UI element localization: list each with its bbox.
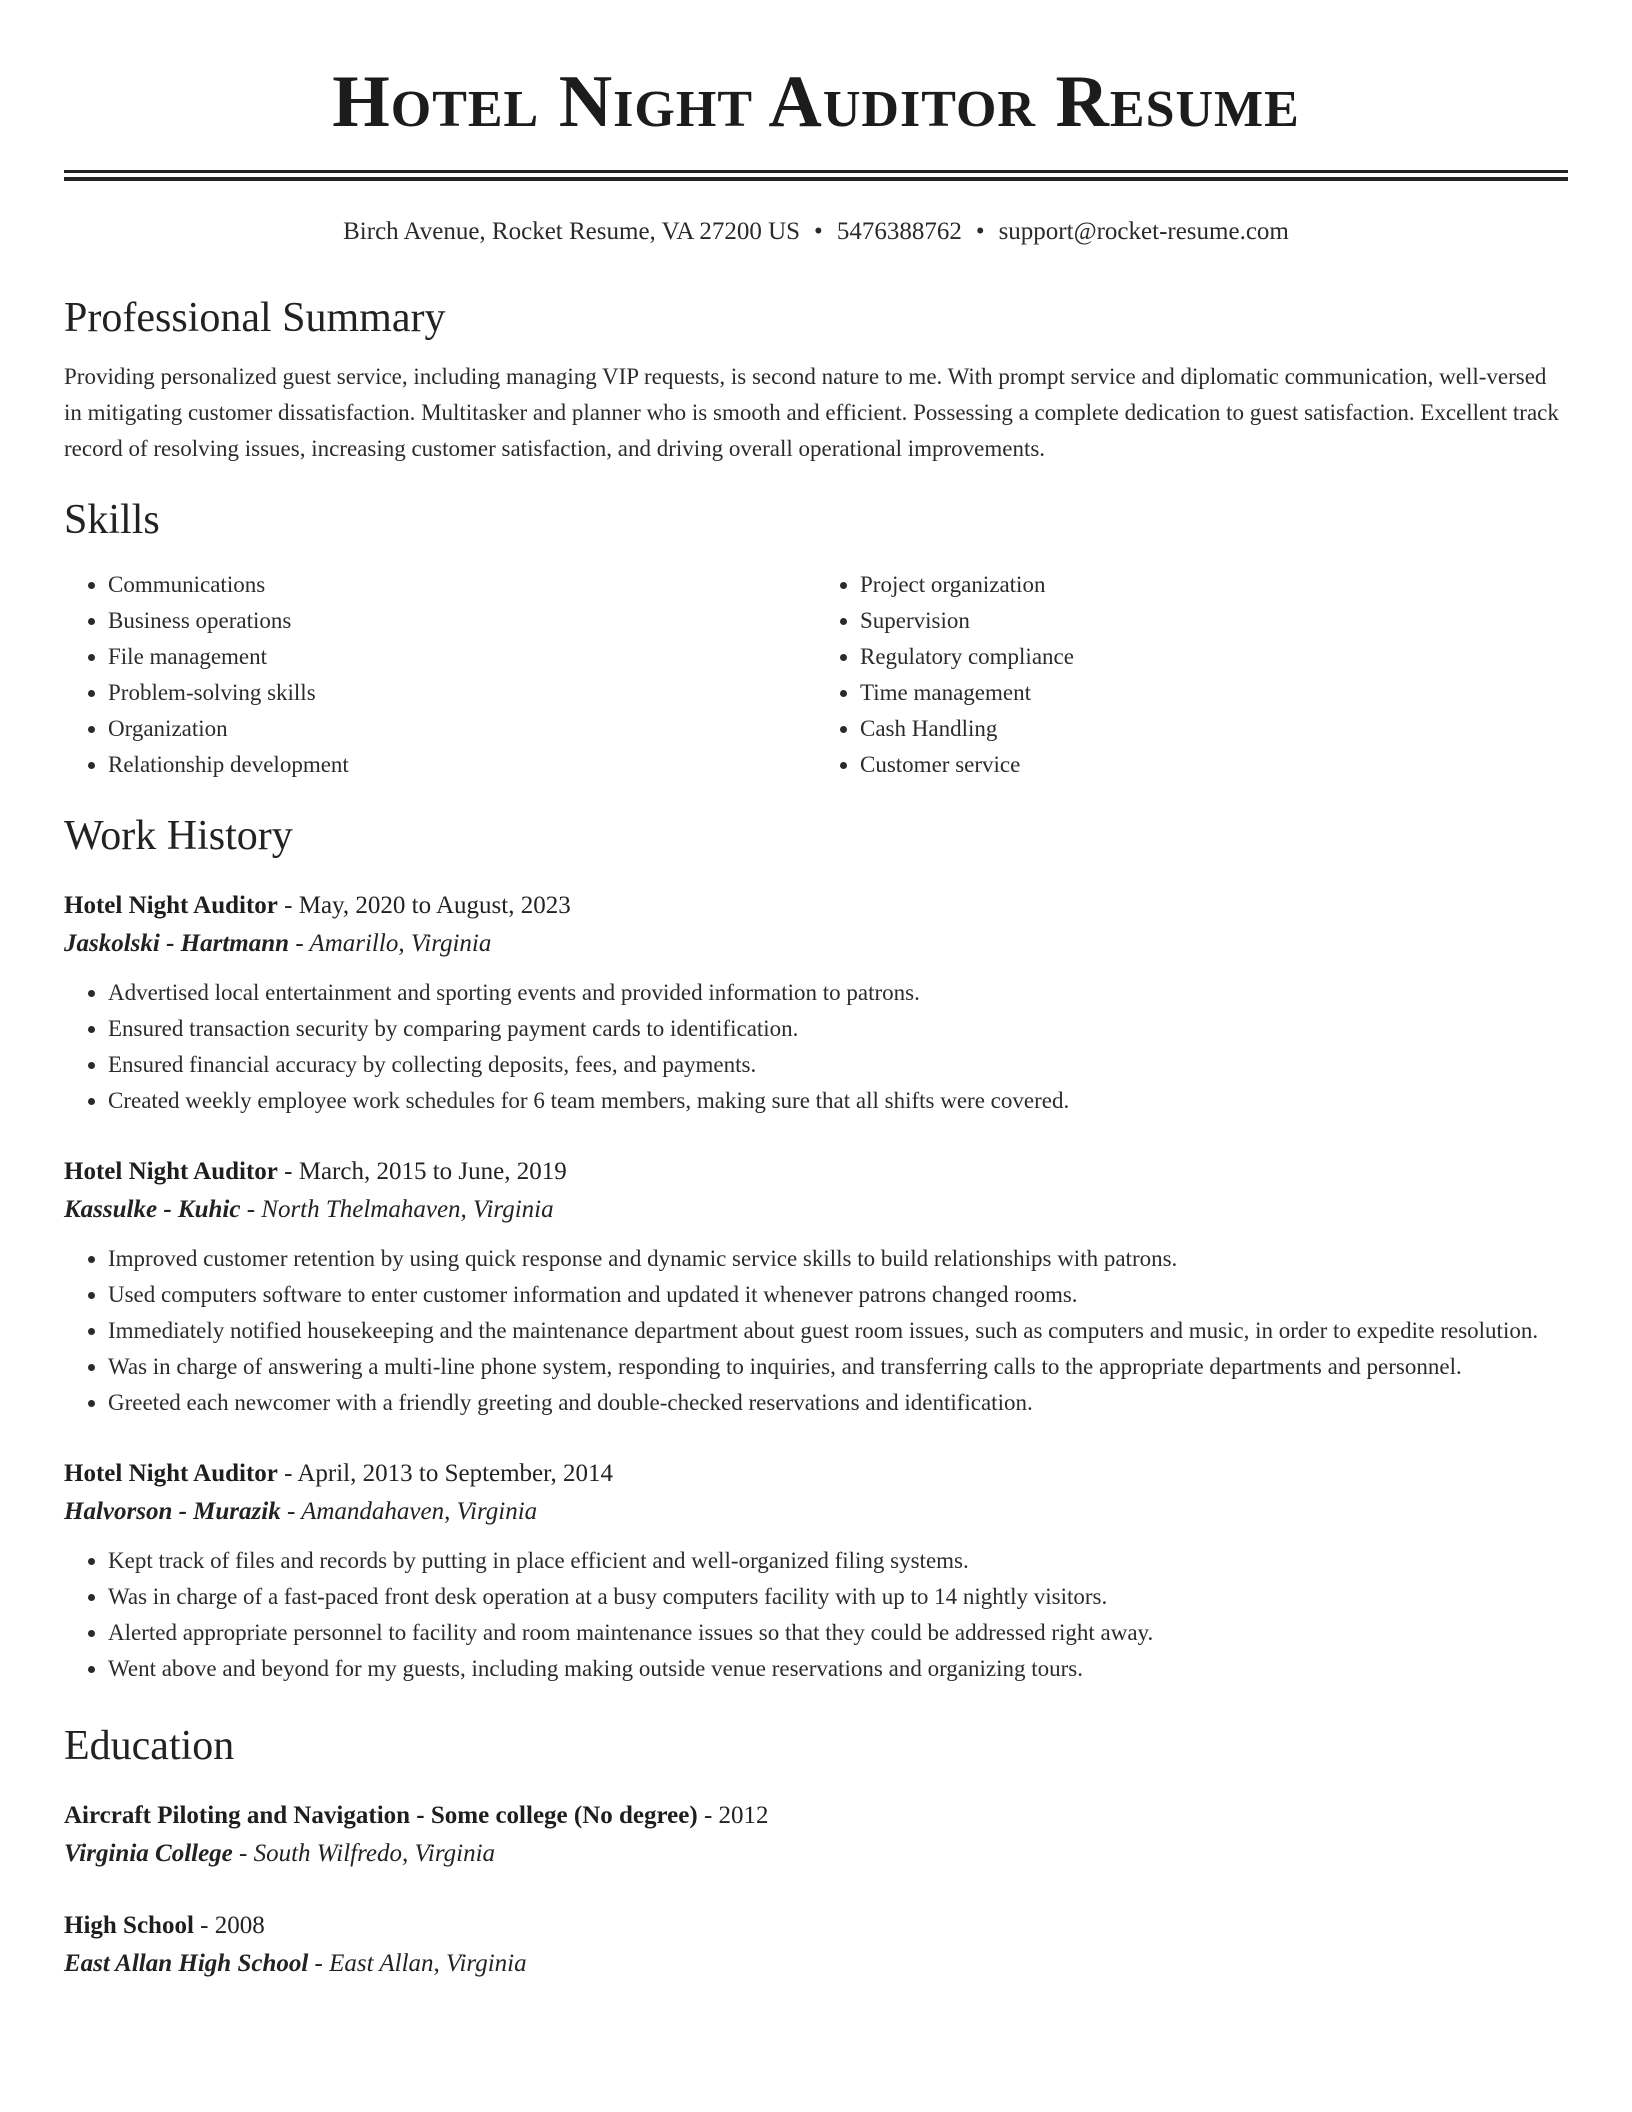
job-bullet: • Created weekly employee work schedules for 6 team members, making sure that all shifts were covered. [108,1083,1568,1119]
job-bullet: • Ensured financial accuracy by collecting deposits, fees, and payments. [108,1047,1568,1083]
company-location: - North Thelmahaven, Virginia [240,1196,554,1223]
section-heading-education: Education [64,1723,235,1769]
job-bullet: • Immediately notified housekeeping and the maintenance department about guest room issues, such as computers and music, in order to expedite resolution. [108,1313,1568,1349]
job-entry [64,887,1568,1119]
job-title: Hotel Night Auditor [64,1158,278,1185]
job-bullets [64,1241,1568,1421]
job-bullet: • Was in charge of a fast-paced front desk operation at a busy computers facility with up to 14 nightly visitors. [108,1579,1568,1615]
divider-line-top [64,170,1568,173]
job-dates: - April, 2013 to September, 2014 [277,1460,613,1487]
job-bullet: • Ensured transaction security by comparing payment cards to identification. [108,1011,1568,1047]
skill-item: • File management [108,639,816,675]
company-name: Jaskolski - Hartmann [64,930,290,957]
section-heading-work-history: Work History [64,813,293,859]
school-location: - South Wilfredo, Virginia [232,1840,496,1867]
skill-item: • Time management [860,675,1568,711]
company-name: Kassulke - Kuhic [64,1196,241,1223]
education-entry [64,1797,1568,1873]
school-location: - East Allan, Virginia [308,1950,527,1977]
job-title-line [64,1153,1568,1191]
skill-item: • Business operations [108,603,816,639]
school-line [64,1835,1568,1873]
skills-list-right [816,567,1568,783]
job-bullet: • Used computers software to enter customer information and updated it whenever patrons changed rooms. [108,1277,1568,1313]
job-bullet: • Greeted each newcomer with a friendly greeting and double-checked reservations and identification. [108,1385,1568,1421]
section-heading-skills: Skills [64,497,160,543]
resume-title: Hotel Night Auditor Resume [332,61,1300,143]
degree-line [64,1797,1568,1835]
degree-year: - 2012 [697,1802,769,1829]
job-entry [64,1153,1568,1421]
job-bullet: • Was in charge of answering a multi-line phone system, responding to inquiries, and transferring calls to the appropriate departments and personnel. [108,1349,1568,1385]
skill-item: • Communications [108,567,816,603]
job-bullet: • Kept track of files and records by putting in place efficient and well-organized filing systems. [108,1543,1568,1579]
section-heading-summary: Professional Summary [64,295,446,341]
school-name: Virginia College [64,1840,233,1867]
company-line [64,1493,1568,1531]
job-bullets [64,975,1568,1119]
skill-item: • Organization [108,711,816,747]
job-title-line [64,1455,1568,1493]
job-title-line [64,887,1568,925]
job-bullets [64,1543,1568,1687]
degree-name: High School [64,1912,194,1939]
job-title: Hotel Night Auditor [64,892,278,919]
contact-email: support@rocket-resume.com [998,218,1289,245]
job-bullet: • Went above and beyond for my guests, including making outside venue reservations and organizing tours. [108,1651,1568,1687]
contact-phone: 5476388762 [836,218,962,245]
job-dates: - May, 2020 to August, 2023 [277,892,571,919]
company-location: - Amarillo, Virginia [289,930,492,957]
job-bullet: • Improved customer retention by using quick response and dynamic service skills to build relationships with patrons. [108,1241,1568,1277]
skill-item: • Relationship development [108,747,816,783]
title-divider [64,170,1568,181]
skills-list-left [64,567,816,783]
contact-address: Birch Avenue, Rocket Resume, VA 27200 US [343,218,801,245]
job-dates: - March, 2015 to June, 2019 [277,1158,567,1185]
job-entry [64,1455,1568,1687]
school-line [64,1945,1568,1983]
company-location: - Amandahaven, Virginia [280,1498,538,1525]
degree-line [64,1907,1568,1945]
contact-line [64,215,1568,249]
degree-name: Aircraft Piloting and Navigation - Some college (No degree) [64,1802,698,1829]
contact-separator: • [814,218,823,245]
job-bullet: • Alerted appropriate personnel to facility and room maintenance issues so that they could be addressed right away. [108,1615,1568,1651]
skill-item: • Customer service [860,747,1568,783]
degree-year: - 2008 [193,1912,265,1939]
company-line [64,925,1568,963]
summary-text: Providing personalized guest service, including managing VIP requests, is second nature to me. With prompt service and diplomatic communication, well-versed in mitigating customer dissatisfaction. Multitasker and planner who is smooth and efficient. Possessing a complete dedication to guest satisfaction. Excellent track record of resolving issues, increasing customer satisfaction, and driving overall operational improvements. [64,364,1559,461]
skill-item: • Regulatory compliance [860,639,1568,675]
education-entry [64,1907,1568,1983]
skill-item: • Cash Handling [860,711,1568,747]
skill-item: • Supervision [860,603,1568,639]
job-title: Hotel Night Auditor [64,1460,278,1487]
job-bullet: • Advertised local entertainment and sporting events and provided information to patrons. [108,975,1568,1011]
contact-separator: • [975,218,985,245]
company-name: Halvorson - Murazik [64,1498,281,1525]
company-line [64,1191,1568,1229]
skill-item: • Project organization [860,567,1568,603]
skills-columns [64,567,1568,783]
resume-page [64,0,1568,1983]
school-name: East Allan High School [64,1950,309,1977]
skill-item: • Problem-solving skills [108,675,816,711]
divider-line-bottom [64,177,1568,181]
